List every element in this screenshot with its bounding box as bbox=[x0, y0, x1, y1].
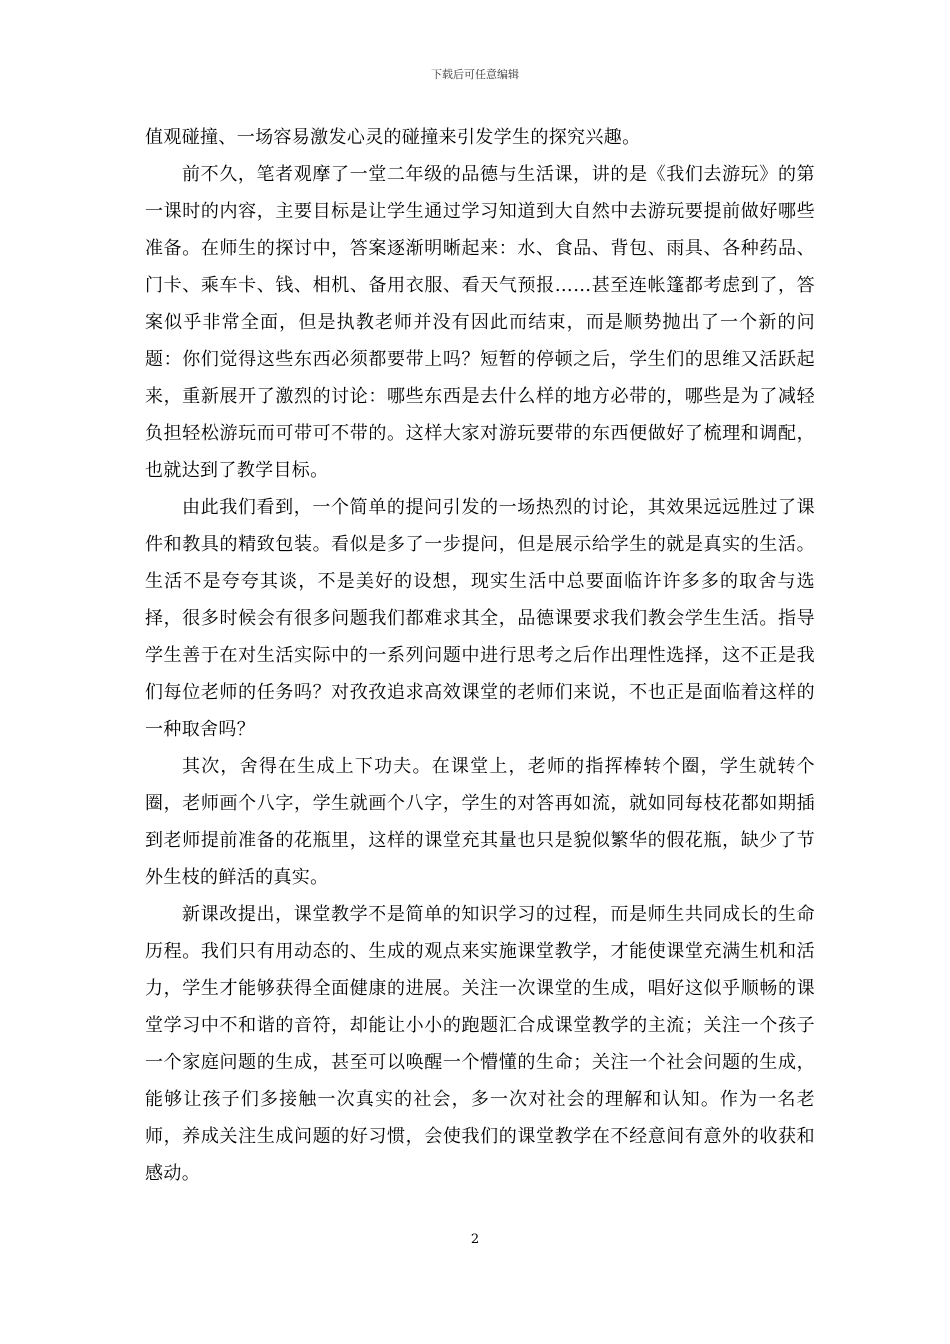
paragraph: 由此我们看到，一个简单的提问引发的一场热烈的讨论，其效果远远胜过了课件和教具的精致包装。看似是多了一步提问，但是展示给学生的就是真实的生活。生活不是夸夸其谈，不是美好的设想，现实生活中总要面临许许多多的取舍与选择，很多时候会有很多问题我们都难求其全，品德课要求我们教会学生生活。指导学生善于在对生活实际中的一系列问题中进行思考之后作出理性选择，这不正是我们每位老师的任务吗？对孜孜追求高效课堂的老师们来说，不也正是面临着这样的一种取舍吗？ bbox=[145, 497, 815, 740]
paragraph: 其次，舍得在生成上下功夫。在课堂上，老师的指挥棒转个圈，学生就转个圈，老师画个八字，学生就画个八字，学生的对答再如流，就如同每枝花都如期插到老师提前准备的花瓶里，这样的课堂充其量也只是貌似繁华的假花瓶，缺少了节外生枝的鲜活的真实。 bbox=[145, 756, 815, 888]
page-header: 下载后可任意编辑 bbox=[431, 68, 519, 81]
page-number: 2 bbox=[470, 1232, 480, 1247]
document-body bbox=[145, 119, 815, 1192]
paragraph: 前不久，笔者观摩了一堂二年级的品德与生活课，讲的是《我们去游玩》的第一课时的内容，主要目标是让学生通过学习知道到大自然中去游玩要提前做好哪些准备。在师生的探讨中，答案逐渐明晰起来：水、食品、背包、雨具、各种药品、门卡、乘车卡、钱、相机、备用衣服、看天气预报……甚至连帐篷都考虑到了，答案似乎非常全面，但是执教老师并没有因此而结束，而是顺势抛出了一个新的问题：你们觉得这些东西必须都要带上吗？短暂的停顿之后，学生们的思维又活跃起来，重新展开了激烈的讨论：哪些东西是去什么样的地方必带的，哪些是为了减轻负担轻松游玩而可带可不带的。这样大家对游玩要带的东西便做好了梳理和调配，也就达到了教学目标。 bbox=[145, 164, 815, 481]
paragraph-continuation: 值观碰撞、一场容易激发心灵的碰撞来引发学生的探究兴趣。 bbox=[145, 127, 641, 148]
paragraph: 新课改提出，课堂教学不是简单的知识学习的过程，而是师生共同成长的生命历程。我们只有用动态的、生成的观点来实施课堂教学，才能使课堂充满生机和活力，学生才能够获得全面健康的进展。关注一次课堂的生成，唱好这似乎顺畅的课堂学习中不和谐的音符，却能让小小的跑题汇合成课堂教学的主流；关注一个孩子一个家庭问题的生成，甚至可以唤醒一个懵懂的生命；关注一个社会问题的生成，能够让孩子们多接触一次真实的社会，多一次对社会的理解和认知。作为一名老师，养成关注生成问题的好习惯，会使我们的课堂教学在不经意间有意外的收获和感动。 bbox=[145, 904, 815, 1184]
